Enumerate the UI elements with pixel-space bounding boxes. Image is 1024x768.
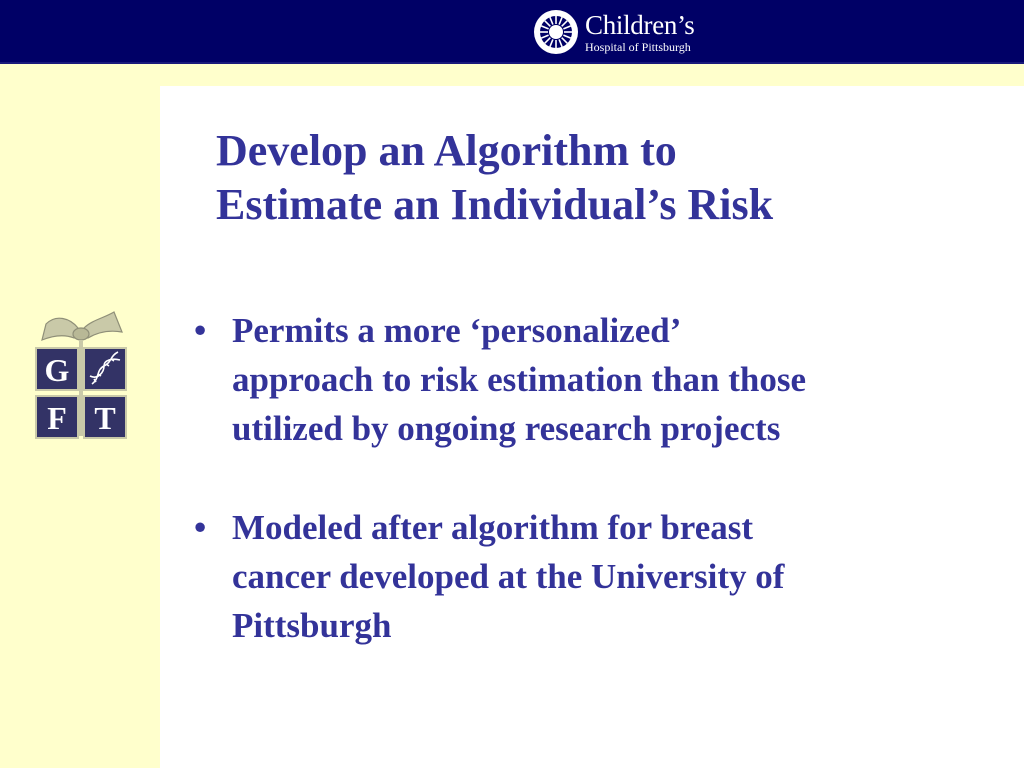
bullet-1-line-2: approach to risk estimation than those — [232, 360, 806, 399]
slide-title-line-1: Develop an Algorithm to — [216, 126, 677, 175]
gft-letter-g: G — [44, 352, 70, 388]
bullet-item-1 — [190, 306, 990, 453]
bullet-2-line-2: cancer developed at the University of — [232, 557, 785, 596]
header-bar — [0, 0, 1024, 64]
slide-title — [216, 124, 996, 232]
logo-text — [585, 9, 695, 54]
childrens-hospital-logo — [533, 8, 695, 56]
bullet-2-line-1: Modeled after algorithm for breast — [232, 508, 754, 547]
bullet-2-line-3: Pittsburgh — [232, 606, 392, 645]
gft-letter-t: T — [94, 400, 116, 436]
bullet-marker: • — [194, 508, 207, 547]
gft-logo — [34, 308, 128, 440]
logo-subtitle: Hospital of Pittsburgh — [585, 39, 691, 54]
sunburst-icon — [533, 9, 579, 55]
bullet-1-line-3: utilized by ongoing research projects — [232, 409, 781, 448]
slide-title-line-2: Estimate an Individual’s Risk — [216, 180, 774, 229]
gft-letter-f: F — [47, 400, 67, 436]
bullet-list — [190, 306, 990, 700]
bullet-1-line-1: Permits a more ‘personalized’ — [232, 311, 682, 350]
bullet-item-2 — [190, 503, 990, 650]
bullet-marker: • — [194, 311, 207, 350]
logo-name: Children’s — [585, 9, 695, 40]
